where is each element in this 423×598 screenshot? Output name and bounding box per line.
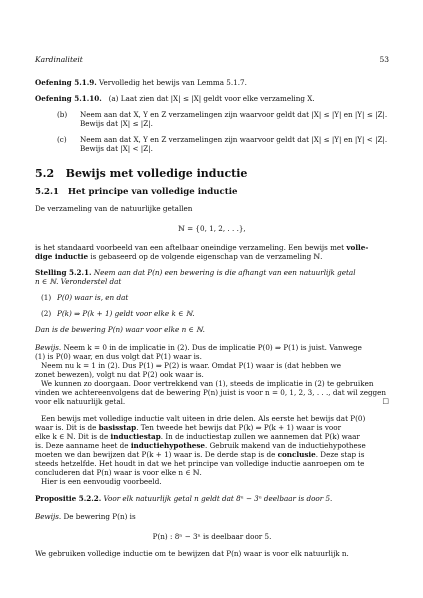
paragraph-line: steeds hetzelfde. Het houdt in dat we het principe van volledige inductie aanroepen om te (35, 459, 365, 468)
subsection-heading (35, 187, 237, 197)
theorem-line: n ∈ ℕ. Veronderstel dat (35, 277, 122, 286)
subsection-title: Het principe van volledige inductie (67, 187, 238, 197)
proof-line: vinden we achtereenvolgens dat de bewering P(n) juist is voor n = 0, 1, 2, 3, . . ., dat wil zeggen (35, 388, 387, 397)
proposition-text: Voor elk natuurlijk getal n geldt dat 8ⁿ − 3ⁿ deelbaar is door 5. (103, 494, 333, 503)
text-run: is het standaard voorbeeld van een aftelbaar oneindige verzameling. Een bewijs met (35, 243, 347, 252)
theorem-line (35, 268, 389, 277)
item-label: (c) (57, 135, 67, 144)
proof-label: Bewijs. (35, 343, 62, 352)
page-number: 53 (379, 55, 389, 64)
paragraph-line (35, 423, 389, 432)
proposition-line (35, 494, 389, 503)
paragraph-line (35, 441, 389, 450)
text-run: . Gebruik makend van de inductiehypothese (205, 441, 366, 450)
text-run: . In de inductiestap zullen we aannemen dat P(k) waar (160, 432, 360, 441)
section-title: Bewijs met volledige inductie (65, 167, 248, 180)
text-run: . Deze stap is (315, 450, 365, 459)
text-run: moeten we dan bewijzen dat P(k + 1) waar is. De derde stap is de (35, 450, 278, 459)
exercise-label: Oefening 5.1.10. (35, 94, 102, 103)
paragraph-line (35, 252, 389, 261)
text-run: waar is. Dit is de (35, 423, 99, 432)
section-heading (35, 167, 247, 180)
theorem-conclusion: Dan is de bewering P(n) waar voor elke n ∈ ℕ. (35, 325, 205, 334)
item-text: P(k) ⇒ P(k + 1) geldt voor elke k ∈ ℕ. (57, 309, 195, 318)
item-label: (b) (57, 110, 68, 119)
proof-text: De bewering P(n) is (63, 512, 136, 521)
proof-line (35, 512, 389, 521)
paragraph-line: De verzameling van de natuurlijke getallen (35, 204, 193, 213)
paragraph-line (35, 243, 389, 252)
theorem-text: Neem aan dat P(n) een bewering is die afhangt van een natuurlijk getal (93, 268, 356, 277)
exercise-text: Vervolledig het bewijs van Lemma 5.1.7. (99, 78, 247, 87)
exercise-5-1-10 (35, 94, 389, 103)
proof-line: voor elk natuurlijk getal. (35, 397, 126, 406)
term-bold: volle- (346, 243, 369, 252)
item-label: (a) (108, 94, 119, 103)
paragraph-line (35, 450, 389, 459)
text-run: elke k ∈ ℕ. Dit is de (35, 432, 111, 441)
proof-formula: P(n) : 8ⁿ − 3ⁿ is deelbaar door 5. (152, 532, 272, 541)
exercise-5-1-9 (35, 78, 389, 87)
item-label: (2) (41, 309, 52, 318)
text-run: is. Deze aanname heet de (35, 441, 131, 450)
proof-line: We gebruiken volledige inductie om te bewijzen dat P(n) waar is voor elk natuurlijk n. (35, 549, 349, 558)
paragraph-line: Een bewijs met volledige inductie valt uiteen in drie delen. Als eerste het bewijs dat P(0) (41, 414, 366, 423)
proposition-label: Propositie 5.2.2. (35, 494, 102, 503)
item-text: Neem aan dat X, Y en Z verzamelingen zijn waarvoor geldt dat |X| ≤ |Y| en |Y| < |Z|. (80, 135, 388, 144)
text-run: . Ten tweede het bewijs dat P(k) ⇒ P(k + 1) waar is voor (136, 423, 342, 432)
naturals-formula: ℕ = {0, 1, 2, . . .}, (178, 224, 246, 233)
running-header-chapter: Kardinaliteit (35, 55, 83, 64)
item-text: Neem aan dat X, Y en Z verzamelingen zijn waarvoor geldt dat |X| ≤ |Y| en |Y| ≤ |Z|. (80, 110, 388, 119)
proof-line: zonet bewezen), volgt nu dat P(2) ook waar is. (35, 370, 204, 379)
term-bold: basisstap (98, 423, 137, 432)
qed-symbol: □ (382, 397, 389, 405)
paragraph-line: concluderen dat P(n) waar is voor elke n ∈ ℕ. (35, 468, 202, 477)
paragraph-line (35, 432, 389, 441)
term-bold: inductiehypothese (130, 441, 205, 450)
proof-line: (1) is P(0) waar, en dus volgt dat P(1) waar is. (35, 352, 202, 361)
text-run: is gebaseerd op de volgende eigenschap van de verzameling ℕ. (88, 252, 323, 261)
subsection-number: 5.2.1 (35, 187, 59, 197)
item-text: Bewijs dat |X| < |Z|. (80, 144, 153, 153)
section-number: 5.2 (35, 167, 55, 180)
item-label: (1) (41, 293, 52, 302)
exercise-label: Oefening 5.1.9. (35, 78, 97, 87)
paragraph-line: Hier is een eenvoudig voorbeeld. (41, 477, 162, 486)
term-bold: conclusie (277, 450, 316, 459)
proof-line: We kunnen zo doorgaan. Door vertrekkend van (1), steeds de implicatie in (2) te gebruiken (41, 379, 374, 388)
theorem-label: Stelling 5.2.1. (35, 268, 92, 277)
item-text: P(0) waar is, en dat (57, 293, 129, 302)
proof-text: Neem k = 0 in de implicatie in (2). Dus de implicatie P(0) ⇒ P(1) is juist. Vanwege (63, 343, 362, 352)
term-bold: dige inductie (35, 252, 89, 261)
proof-label: Bewijs. (35, 512, 62, 521)
term-bold: inductiestap (110, 432, 161, 441)
item-text: Laat zien dat |X| ≤ |X| geldt voor elke verzameling X. (120, 94, 315, 103)
item-text: Bewijs dat |X| ≤ |Z|. (80, 119, 153, 128)
proof-line: Neem nu k = 1 in (2). Dus P(1) ⇒ P(2) is waar. Omdat P(1) waar is (dat hebben we (41, 361, 341, 370)
proof-line (35, 343, 389, 352)
